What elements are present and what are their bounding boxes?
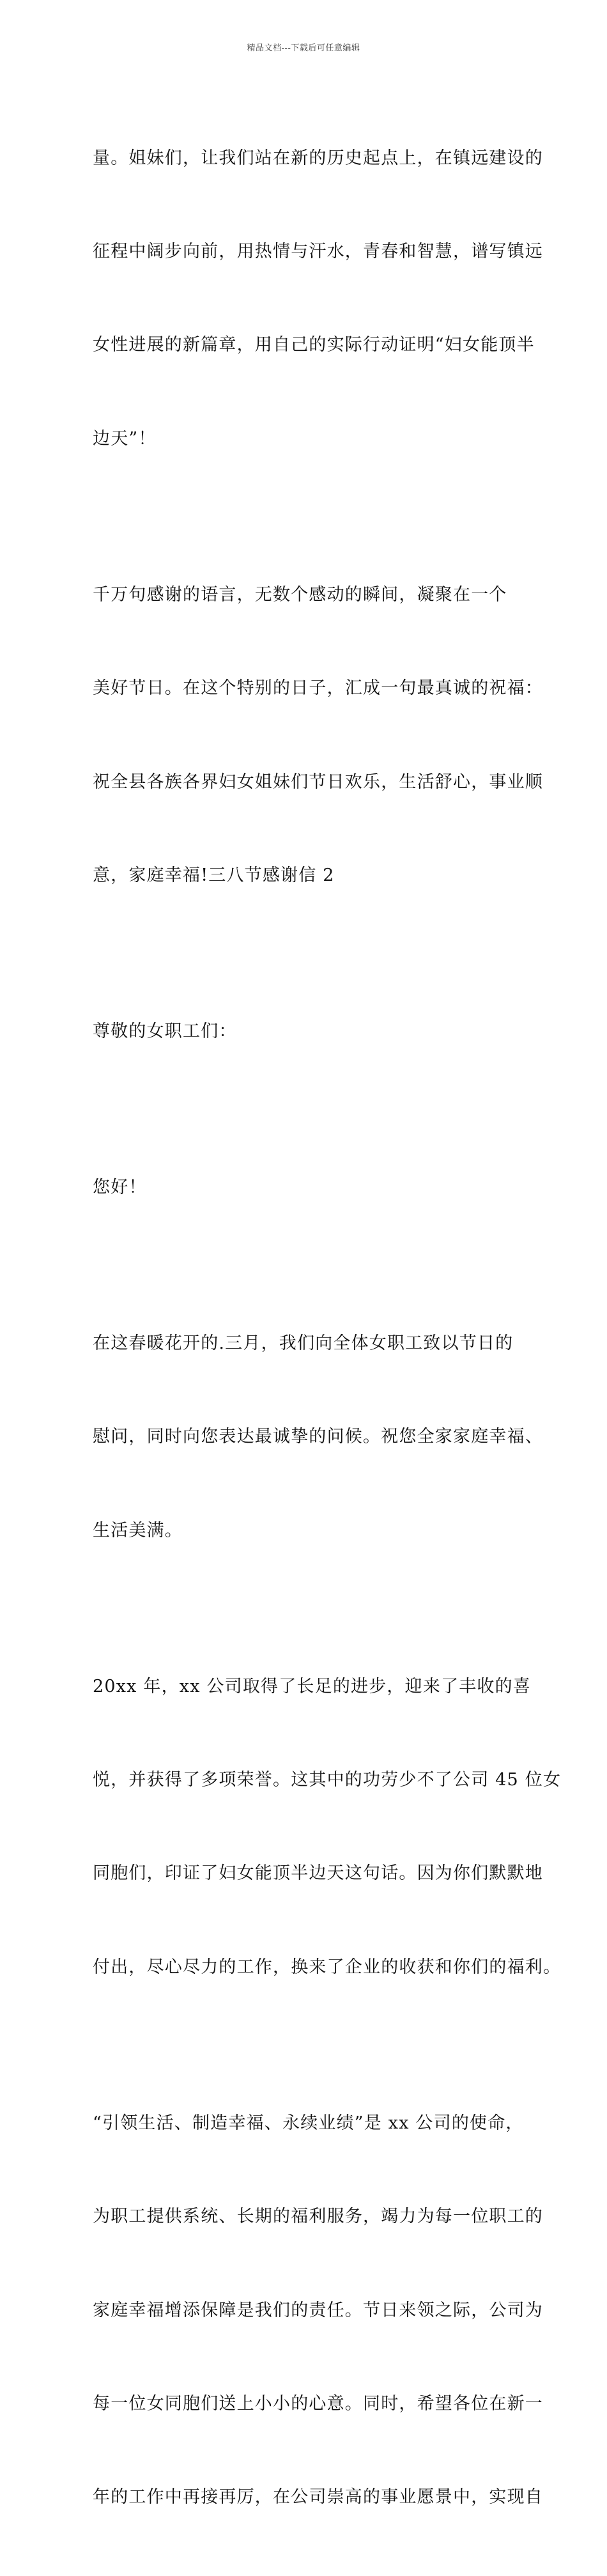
paragraph-1: [93, 81, 543, 517]
text-line: 美好节日。在这个特别的日子，汇成一句最真诚的祝福：: [93, 678, 543, 699]
text-line: 每一位女同胞们送上小小的心意。同时，希望各位在新一: [93, 2393, 543, 2414]
text-line: 为职工提供系统、长期的福利服务，竭力为每一位职工的: [93, 2207, 543, 2227]
text-line: 祝全县各族各界妇女姐妹们节日欢乐，生活舒心，事业顺: [93, 772, 543, 792]
text-line: 您好！: [93, 1177, 147, 1197]
text-line: 征程中阔步向前，用热情与汗水，青春和智慧，谱写镇远: [93, 241, 543, 261]
document-body: [93, 81, 562, 2576]
text-line: 付出，尽心尽力的工作，换来了企业的收获和你们的福利。: [93, 1957, 562, 1977]
salutation: [93, 954, 534, 1110]
text-line: 生活美满。: [93, 1520, 183, 1540]
text-line: 千万句感谢的语言，无数个感动的瞬间，凝聚在一个: [93, 584, 507, 605]
text-line: 在这春暖花开的.三月，我们向全体女职工致以节日的: [93, 1333, 514, 1353]
text-line: 意，家庭幸福!三八节感谢信 2: [93, 865, 335, 885]
greeting: [93, 1110, 534, 1266]
paragraph-2: [93, 517, 543, 954]
text-line: 悦，并获得了多项荣誉。这其中的功劳少不了公司 45 位女: [93, 1770, 562, 1790]
text-line: 年的工作中再接再厉，在公司崇高的事业愿景中，实现自: [93, 2487, 543, 2508]
text-line: “引领生活、制造幸福、永续业绩”是 xx 公司的使命，: [93, 2113, 524, 2133]
paragraph-5: [93, 2045, 543, 2576]
page-header: 精品文档---下载后可任意编辑: [247, 43, 360, 53]
text-line: 边天”！: [93, 428, 157, 449]
text-line: 20xx 年，xx 公司取得了长足的进步，迎来了丰收的喜: [93, 1676, 532, 1696]
text-line: 尊敬的女职工们：: [93, 1021, 237, 1041]
text-line: 家庭幸福增添保障是我们的责任。节日来领之际，公司为: [93, 2300, 543, 2320]
text-line: 同胞们，印证了妇女能顶半边天这句话。因为你们默默地: [93, 1863, 543, 1884]
text-line: 量。姐妹们，让我们站在新的历史起点上，在镇远建设的: [93, 148, 543, 168]
text-line: 慰问，同时向您表达最诚挚的问候。祝您全家家庭幸福、: [93, 1427, 543, 1447]
paragraph-4: [93, 1609, 562, 2045]
paragraph-3: [93, 1266, 543, 1609]
text-line: 女性进展的新篇章，用自己的实际行动证明“妇女能顶半: [93, 335, 535, 355]
